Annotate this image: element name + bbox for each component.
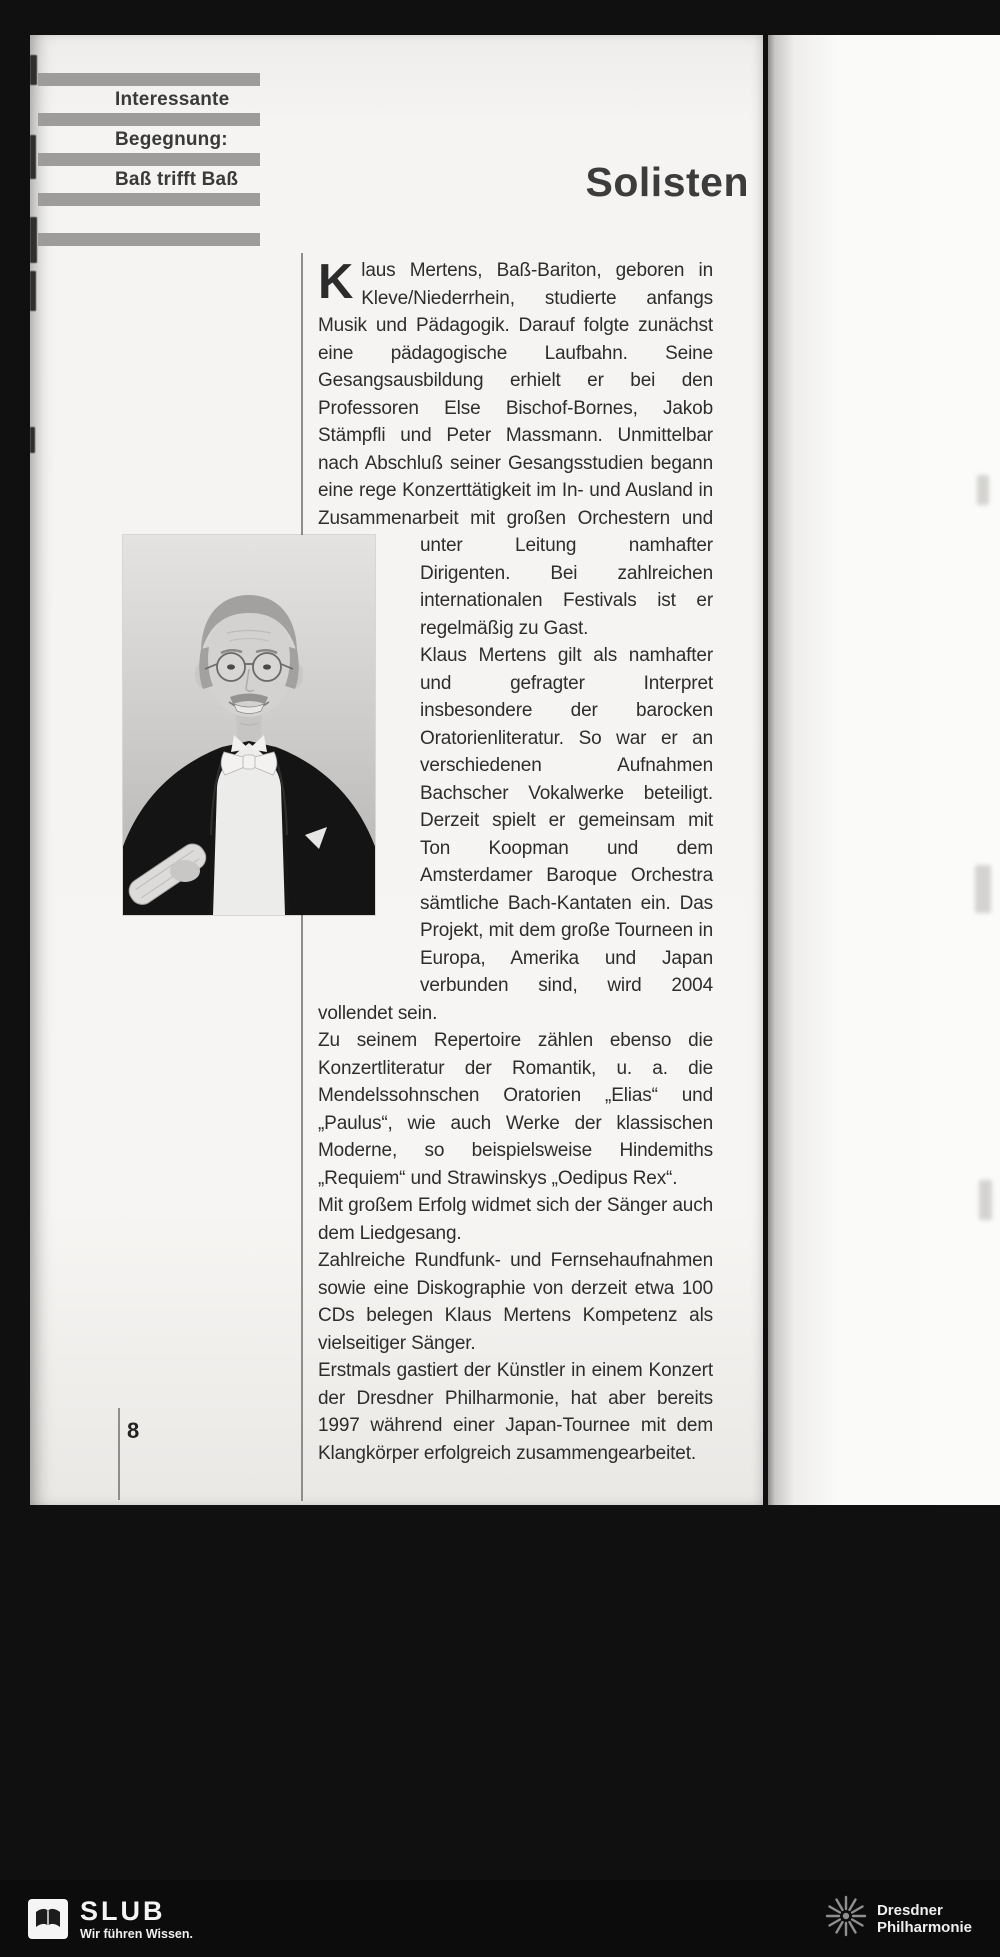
- stripe-bar: [38, 233, 260, 246]
- topic-header: [38, 73, 260, 246]
- folio-rule: [118, 1408, 120, 1500]
- scan-artifact: [30, 135, 36, 179]
- scan-artifact: [30, 217, 37, 263]
- philharmonie-line1: Dresdner: [876, 1901, 943, 1919]
- slub-branding: [28, 1897, 193, 1941]
- philharmonie-star-icon: [825, 1895, 867, 1942]
- stripe-bar: [38, 73, 260, 86]
- philharmonie-branding: [825, 1895, 972, 1942]
- bleedthrough-artifact: [975, 865, 991, 913]
- adjacent-page-edge: [768, 35, 1000, 1505]
- stripe-bar: [38, 153, 260, 166]
- paragraph: Zahlreiche Rundfunk- und Fernsehaufnahmen sowie eine Diskographie von derzeit etwa 100 CDs belegen Klaus Mertens Kompetenz als vielseitiger Sänger.: [318, 1250, 713, 1354]
- paragraph: Klaus Mertens gilt als namhafter und gefragter Interpret insbesondere der barocken Oratorienliteratur. So war er an verschiedenen Aufnahmen Bachscher Vokalwerke beteiligt. Derzeit spielt er gemeinsam mit Ton Koopman und dem Amsterdamer Baroque Orchestra sämtliche Bach-Kantaten ein. Das Projekt, mit dem große Tourneen in Europa, Amerika und Japan verbunden sind, wird 2004 vollendet sein.: [318, 645, 713, 1024]
- scan-artifact: [30, 271, 36, 311]
- booklet-page: [30, 35, 763, 1505]
- topic-empty-row: [38, 206, 260, 233]
- scan-artifact: [30, 427, 35, 453]
- article-text: [318, 257, 713, 1467]
- text-run: laus Mertens, Baß-Bariton, geboren in Kleve/Niederrhein, studierte anfangs Musik und Pädagogik. Darauf folgte zunächst eine pädagogische Laufbahn. Seine Gesangsausbildung erhielt er bei den Professoren Else Bischof-Bornes, Jakob Stämpfli und Peter Massmann. Unmittelbar nach Abschluß seiner Gesangsstudien begann eine rege Konzerttätigkeit im In- und Ausland in Zusammenarbeit mit großen Orchestern und unter: [318, 260, 713, 556]
- paragraph: [318, 257, 713, 642]
- paragraph: Erstmals gastiert der Künstler in einem Konzert der Dresdner Philharmonie, hat aber bereits 1997 während einer Japan-Tournee mit dem Klangkörper erfolgreich zusammengearbeitet.: [318, 1360, 713, 1464]
- dropcap: K: [318, 255, 354, 309]
- bleedthrough-artifact: [979, 1180, 992, 1220]
- topic-line: Begegnung:: [115, 128, 228, 150]
- slub-wordmark: [80, 1897, 193, 1941]
- scan-artifact: [30, 55, 37, 85]
- slub-tagline: Wir führen Wissen.: [80, 1926, 193, 1941]
- topic-line: Baß trifft Baß: [115, 168, 239, 190]
- paragraph: Zu seinem Repertoire zählen ebenso die Konzertliteratur der Romantik, u. a. die Mendelssohnschen Oratorien „Elias“ und „Paulus“, wie auch Werke der klassischen Moderne, so beispielsweise Hindemiths „Requiem“ und Strawinskys „Oedipus Rex“.: [318, 1030, 713, 1189]
- stripe-bar: [38, 113, 260, 126]
- text-run: Leitung namhafter Dirigenten. Bei zahlreichen internationalen Festivals ist er regelmäßig zu Gast.: [420, 535, 713, 639]
- page-title: Solisten: [585, 159, 749, 205]
- slub-name: SLUB: [80, 1895, 166, 1926]
- philharmonie-wordmark: [877, 1902, 972, 1936]
- philharmonie-line2: Philharmonie: [876, 1918, 972, 1936]
- viewer-footer: [0, 1880, 1000, 1957]
- portrait-photo: [123, 535, 375, 915]
- stripe-bar: [38, 193, 260, 206]
- topic-line: Interessante: [115, 88, 230, 110]
- page-number: 8: [127, 1418, 140, 1443]
- paragraph: Mit großem Erfolg widmet sich der Sänger auch dem Liedgesang.: [318, 1195, 713, 1244]
- bleedthrough-artifact: [977, 475, 989, 505]
- slub-logo-icon: [28, 1899, 68, 1939]
